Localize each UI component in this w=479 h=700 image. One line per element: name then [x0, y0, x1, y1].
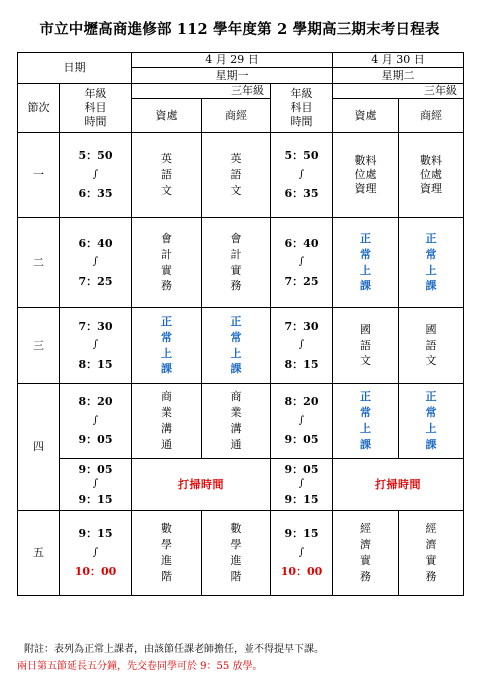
- grade-subject-time-header: 年級 科目 時間: [60, 84, 132, 133]
- day2-date: 4 月 30 日: [333, 53, 464, 68]
- subject-cell: 正常上課: [399, 384, 464, 459]
- date-header: 日期: [18, 53, 132, 84]
- day1-grade: 三年級: [132, 84, 271, 99]
- time-cell: 9：15 ∫ 10：00: [271, 511, 333, 596]
- subject-cell: 英語文: [132, 133, 202, 218]
- subject-cell: 會計實務: [202, 218, 271, 308]
- section-cell: 三: [18, 308, 60, 384]
- time-cell: 7：30 ∫ 8：15: [60, 308, 132, 384]
- note-line-2: 兩日第五節延長五分鐘，先交卷同學可於 9：55 放學。: [17, 661, 263, 672]
- time-cell: 9：15 ∫ 10：00: [60, 511, 132, 596]
- dept-header: 資處: [132, 99, 202, 133]
- subject-cell: 數料 位處 資理: [333, 133, 399, 218]
- time-cell: 7：30 ∫ 8：15: [271, 308, 333, 384]
- table-row: [18, 511, 464, 596]
- day2-weekday: 星期二: [333, 68, 464, 84]
- time-cell: 6：40 ∫ 7：25: [271, 218, 333, 308]
- subject-cell: 商業溝通: [202, 384, 271, 459]
- subject-cell: 數料 位處 資理: [399, 133, 464, 218]
- section-cell: 四: [18, 384, 60, 511]
- table-row: [18, 308, 464, 384]
- table-row: [18, 459, 464, 511]
- subject-cell: 正常上課: [399, 218, 464, 308]
- table-row: [18, 218, 464, 308]
- day2-grade: 三年級: [333, 84, 464, 99]
- time-cell: 8：20 ∫ 9：05: [60, 384, 132, 459]
- subject-cell: 數學進階: [132, 511, 202, 596]
- time-cell: 5：50 ∫ 6：35: [60, 133, 132, 218]
- cleaning-time: 打掃時間: [132, 459, 271, 511]
- section-header: 節次: [18, 84, 60, 133]
- table-row: [18, 384, 464, 459]
- subject-cell: 正常上課: [333, 384, 399, 459]
- subject-cell: 正常上課: [333, 218, 399, 308]
- subject-cell: 英語文: [202, 133, 271, 218]
- subject-cell: 經濟實務: [333, 511, 399, 596]
- time-cell: 6：40 ∫ 7：25: [60, 218, 132, 308]
- subject-cell: 會計實務: [132, 218, 202, 308]
- time-cell: 5：50 ∫ 6：35: [271, 133, 333, 218]
- table-row: [18, 133, 464, 218]
- subject-cell: 正常上課: [132, 308, 202, 384]
- subject-cell: 國語文: [333, 308, 399, 384]
- subject-cell: 商業溝通: [132, 384, 202, 459]
- time-cell: 9：05 ∫ 9：15: [271, 459, 333, 511]
- day1-date: 4 月 29 日: [132, 53, 333, 68]
- note-line-1: 附註：表列為正常上課者，由該節任課老師擔任，並不得提早下課。: [24, 644, 324, 655]
- section-cell: 一: [18, 133, 60, 218]
- time-cell: 8：20 ∫ 9：05: [271, 384, 333, 459]
- subject-cell: 經濟實務: [399, 511, 464, 596]
- dept-header: 資處: [333, 99, 399, 133]
- section-cell: 二: [18, 218, 60, 308]
- cleaning-time: 打掃時間: [333, 459, 464, 511]
- grade-subject-time-header-2: 年級 科目 時間: [271, 84, 333, 133]
- subject-cell: 國語文: [399, 308, 464, 384]
- section-cell: 五: [18, 511, 60, 596]
- subject-cell: 正常上課: [202, 308, 271, 384]
- exam-schedule-table: [17, 52, 464, 596]
- dept-header: 商經: [202, 99, 271, 133]
- dept-header: 商經: [399, 99, 464, 133]
- subject-cell: 數學進階: [202, 511, 271, 596]
- time-cell: 9：05 ∫ 9：15: [60, 459, 132, 511]
- day1-weekday: 星期一: [132, 68, 333, 84]
- page-title: 市立中壢高商進修部 112 學年度第 2 學期高三期末考日程表: [39, 21, 440, 38]
